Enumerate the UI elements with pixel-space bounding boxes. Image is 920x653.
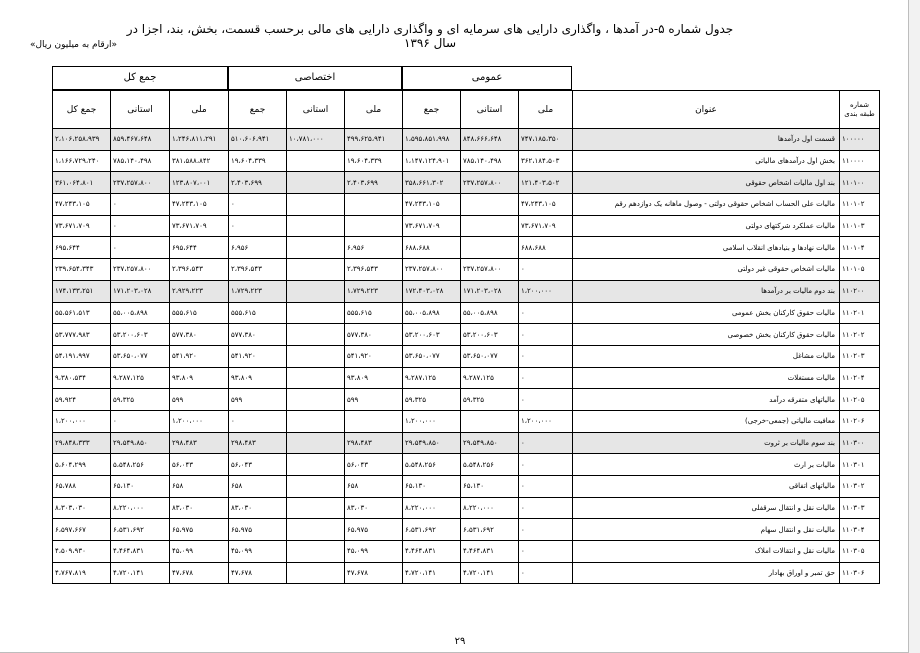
- cell-total-sum: ۶،۵۹۷،۶۶۷: [53, 519, 111, 541]
- cell-title: مالیات حقوق کارکنان بخش خصوصی: [573, 324, 840, 346]
- group-special: اختصاصی: [228, 66, 402, 90]
- cell-title: حق تمبر و اوراق بهادار: [573, 562, 840, 584]
- cell-general-national: ۴۷،۲۴۳،۱۰۵: [519, 194, 573, 216]
- cell-special-provincial: [287, 302, 345, 324]
- cell-special-sum: ۵۶،۰۴۳: [229, 454, 287, 476]
- cell-special-national: ۶،۹۵۶: [345, 237, 403, 259]
- cell-general-national: ۰: [519, 367, 573, 389]
- cell-general-national: ۰: [519, 345, 573, 367]
- cell-title: مالیات مشاغل: [573, 345, 840, 367]
- cell-code: ۱۱۰۳۰۵: [840, 541, 880, 563]
- table-row: [53, 367, 880, 389]
- cell-total-provincial: ۸۵۹،۴۶۷،۶۴۸: [111, 129, 170, 151]
- cell-code: ۱۱۰۲۰۰: [840, 280, 880, 302]
- cell-general-national: ۱۲۱،۴۰۳،۵۰۲: [519, 172, 573, 194]
- header-total-sum: جمع کل: [53, 91, 111, 129]
- page-number: ۲۹: [454, 636, 466, 647]
- cell-special-national: ۹۳،۸۰۹: [345, 367, 403, 389]
- cell-special-provincial: [287, 432, 345, 454]
- cell-special-national: ۲،۴۰۳،۶۹۹: [345, 172, 403, 194]
- cell-general-provincial: [461, 215, 519, 237]
- cell-general-sum: ۱،۲۰۰،۰۰۰: [403, 410, 461, 432]
- cell-special-provincial: [287, 324, 345, 346]
- cell-total-sum: ۵،۶۰۴،۲۹۹: [53, 454, 111, 476]
- cell-general-national: ۰: [519, 389, 573, 411]
- table-row: [53, 215, 880, 237]
- header-total-provincial: استانی: [111, 91, 170, 129]
- cell-code: ۱۱۰۱۰۳: [840, 215, 880, 237]
- header-general-provincial: استانی: [461, 91, 519, 129]
- cell-total-national: ۵۴۱،۹۲۰: [170, 345, 229, 367]
- table-row: [53, 172, 880, 194]
- cell-special-provincial: [287, 150, 345, 172]
- cell-special-national: ۴۷،۶۷۸: [345, 562, 403, 584]
- cell-general-provincial: ۵۹،۳۲۵: [461, 389, 519, 411]
- cell-total-provincial: ۵۳،۶۵۰،۰۷۷: [111, 345, 170, 367]
- cell-special-sum: ۹۳،۸۰۹: [229, 367, 287, 389]
- cell-special-provincial: [287, 410, 345, 432]
- cell-title: مالیات مستغلات: [573, 367, 840, 389]
- cell-special-provincial: [287, 280, 345, 302]
- cell-code: ۱۱۰۲۰۴: [840, 367, 880, 389]
- cell-total-sum: ۵۳،۷۷۷،۹۸۳: [53, 324, 111, 346]
- cell-total-national: ۱۲۳،۸۰۷،۰۰۱: [170, 172, 229, 194]
- cell-general-provincial: ۴،۴۶۴،۸۳۱: [461, 541, 519, 563]
- cell-general-sum: ۵۳،۶۵۰،۰۷۷: [403, 345, 461, 367]
- cell-title: مالیات علی الحساب اشخاص حقوقی دولتی - وصول ماهانه یک دوازدهم رقم: [573, 194, 840, 216]
- cell-total-national: ۴۷،۶۷۸: [170, 562, 229, 584]
- cell-title: مالیات نقل و انتقال سهام: [573, 519, 840, 541]
- cell-general-provincial: ۵۵،۰۰۵،۸۹۸: [461, 302, 519, 324]
- cell-general-sum: ۹،۲۸۷،۱۲۵: [403, 367, 461, 389]
- column-group-headers: [52, 66, 572, 90]
- cell-special-sum: ۵۱۰،۶۰۶،۹۴۱: [229, 129, 287, 151]
- cell-code: ۱۱۰۲۰۲: [840, 324, 880, 346]
- cell-title: مالیات بر ارث: [573, 454, 840, 476]
- cell-general-national: ۰: [519, 476, 573, 498]
- cell-general-sum: ۵۳،۲۰۰،۶۰۳: [403, 324, 461, 346]
- cell-total-provincial: ۴،۴۶۴،۸۳۱: [111, 541, 170, 563]
- cell-general-sum: ۵،۵۴۸،۲۵۶: [403, 454, 461, 476]
- cell-total-sum: ۶۹۵،۶۴۴: [53, 237, 111, 259]
- cell-special-sum: ۸۳،۰۳۰: [229, 497, 287, 519]
- cell-special-national: ۸۳،۰۳۰: [345, 497, 403, 519]
- cell-special-sum: ۰: [229, 410, 287, 432]
- cell-general-provincial: [461, 194, 519, 216]
- cell-total-sum: ۱،۲۰۰،۰۰۰: [53, 410, 111, 432]
- cell-code: ۱۱۰۲۰۱: [840, 302, 880, 324]
- group-total: جمع کل: [52, 66, 228, 90]
- cell-general-provincial: ۶،۵۳۱،۶۹۲: [461, 519, 519, 541]
- cell-code: ۱۱۰۱۰۰: [840, 172, 880, 194]
- cell-special-sum: ۲۹۸،۴۸۳: [229, 432, 287, 454]
- cell-total-sum: ۱۷۴،۱۳۳،۲۵۱: [53, 280, 111, 302]
- cell-code: ۱۱۰۳۰۳: [840, 497, 880, 519]
- cell-special-sum: ۱،۷۲۹،۲۲۳: [229, 280, 287, 302]
- cell-total-sum: ۲۹،۸۴۸،۳۳۳: [53, 432, 111, 454]
- cell-total-provincial: ۰: [111, 194, 170, 216]
- cell-total-provincial: ۰: [111, 237, 170, 259]
- header-title: عنوان: [573, 91, 840, 129]
- table-row: [53, 541, 880, 563]
- cell-special-sum: ۵۵۵،۶۱۵: [229, 302, 287, 324]
- cell-special-sum: ۴۷،۶۷۸: [229, 562, 287, 584]
- cell-general-national: ۰: [519, 324, 573, 346]
- cell-general-provincial: [461, 237, 519, 259]
- cell-total-national: ۷۳،۶۷۱،۷۰۹: [170, 215, 229, 237]
- cell-special-provincial: [287, 259, 345, 281]
- cell-general-provincial: ۸،۲۲۰،۰۰۰: [461, 497, 519, 519]
- cell-special-national: ۶۵۸: [345, 476, 403, 498]
- table-row: [53, 194, 880, 216]
- cell-title: مالیات عملکرد شرکتهای دولتی: [573, 215, 840, 237]
- cell-title: مالیات اشخاص حقوقی غیر دولتی: [573, 259, 840, 281]
- cell-special-provincial: [287, 215, 345, 237]
- cell-general-sum: ۴،۷۲۰،۱۴۱: [403, 562, 461, 584]
- cell-general-national: ۰: [519, 302, 573, 324]
- cell-general-national: ۰: [519, 454, 573, 476]
- cell-general-national: ۶۸۸،۶۸۸: [519, 237, 573, 259]
- cell-general-provincial: ۲۳۷،۲۵۷،۸۰۰: [461, 259, 519, 281]
- cell-total-sum: ۷۳،۶۷۱،۷۰۹: [53, 215, 111, 237]
- cell-code: ۱۱۰۱۰۴: [840, 237, 880, 259]
- cell-special-national: ۴۹۹،۶۲۵،۹۴۱: [345, 129, 403, 151]
- cell-special-provincial: [287, 389, 345, 411]
- cell-general-sum: ۴،۴۶۴،۸۳۱: [403, 541, 461, 563]
- table-row: [53, 410, 880, 432]
- cell-total-provincial: ۶،۵۳۱،۶۹۲: [111, 519, 170, 541]
- cell-special-national: ۱۹،۶۰۴،۳۳۹: [345, 150, 403, 172]
- revenue-table: [52, 90, 880, 584]
- cell-special-provincial: [287, 497, 345, 519]
- cell-total-national: ۵۹۹: [170, 389, 229, 411]
- cell-general-provincial: [461, 410, 519, 432]
- cell-total-provincial: ۰: [111, 410, 170, 432]
- cell-special-sum: ۱۹،۶۰۴،۳۳۹: [229, 150, 287, 172]
- cell-title: مالیات نهادها و بنیادهای انقلاب اسلامی: [573, 237, 840, 259]
- cell-general-sum: ۵۹،۳۲۵: [403, 389, 461, 411]
- cell-general-sum: ۶،۵۳۱،۶۹۲: [403, 519, 461, 541]
- cell-code: ۱۱۰۲۰۶: [840, 410, 880, 432]
- cell-total-national: ۲،۹۲۹،۲۲۳: [170, 280, 229, 302]
- cell-total-national: ۵۷۷،۳۸۰: [170, 324, 229, 346]
- cell-total-sum: ۹،۳۸۰،۵۳۴: [53, 367, 111, 389]
- cell-general-sum: ۷۳،۶۷۱،۷۰۹: [403, 215, 461, 237]
- cell-special-national: ۲۹۸،۴۸۳: [345, 432, 403, 454]
- cell-special-sum: ۶۵۸: [229, 476, 287, 498]
- cell-general-national: ۷۴۷،۱۸۵،۳۵۰: [519, 129, 573, 151]
- cell-total-provincial: ۷۸۵،۱۴۰،۴۹۸: [111, 150, 170, 172]
- cell-general-provincial: ۶۵،۱۳۰: [461, 476, 519, 498]
- cell-total-provincial: ۵۹،۳۲۵: [111, 389, 170, 411]
- cell-total-provincial: ۴،۷۲۰،۱۴۱: [111, 562, 170, 584]
- cell-total-national: ۴۵،۰۹۹: [170, 541, 229, 563]
- table-row: [53, 497, 880, 519]
- cell-total-sum: ۳۶۱،۰۶۴،۸۰۱: [53, 172, 111, 194]
- cell-general-sum: ۲۹،۵۴۹،۸۵۰: [403, 432, 461, 454]
- cell-special-provincial: [287, 562, 345, 584]
- cell-total-national: ۱،۲۴۶،۸۱۱،۲۹۱: [170, 129, 229, 151]
- cell-special-national: ۲،۳۹۶،۵۴۳: [345, 259, 403, 281]
- cell-code: ۱۱۰۱۰۲: [840, 194, 880, 216]
- cell-general-provincial: ۷۸۵،۱۴۰،۴۹۸: [461, 150, 519, 172]
- cell-total-provincial: ۲۳۷،۲۵۷،۸۰۰: [111, 259, 170, 281]
- cell-general-provincial: ۵۳،۶۵۰،۰۷۷: [461, 345, 519, 367]
- header-special-provincial: استانی: [287, 91, 345, 129]
- cell-special-national: ۵۶،۰۴۳: [345, 454, 403, 476]
- cell-special-sum: ۴۵،۰۹۹: [229, 541, 287, 563]
- cell-general-national: ۱،۲۰۰،۰۰۰: [519, 280, 573, 302]
- cell-total-provincial: ۲۹،۵۴۹،۸۵۰: [111, 432, 170, 454]
- cell-total-sum: ۶۵،۷۸۸: [53, 476, 111, 498]
- document-title: جدول شماره ۵-در آمدها ، واگذاری دارایی های سرمایه ای و واگذاری دارایی های مالی برحسب قسمت، بخش، بند، اجزا در سال ۱۳۹۶: [126, 22, 734, 50]
- cell-title: بند سوم مالیات بر ثروت: [573, 432, 840, 454]
- cell-special-sum: ۵۴۱،۹۲۰: [229, 345, 287, 367]
- cell-special-sum: ۲،۴۰۳،۶۹۹: [229, 172, 287, 194]
- cell-total-sum: ۱،۱۶۶،۷۲۹،۲۴۰: [53, 150, 111, 172]
- cell-general-sum: ۱،۵۹۵،۸۵۱،۹۹۸: [403, 129, 461, 151]
- cell-total-provincial: ۱۷۱،۲۰۳،۰۲۸: [111, 280, 170, 302]
- cell-special-national: [345, 410, 403, 432]
- cell-special-sum: ۵۹۹: [229, 389, 287, 411]
- cell-title: مالیاتهای متفرقه درآمد: [573, 389, 840, 411]
- cell-general-provincial: ۴،۷۲۰،۱۴۱: [461, 562, 519, 584]
- table-row: [53, 432, 880, 454]
- cell-total-national: ۸۳،۰۳۰: [170, 497, 229, 519]
- cell-special-national: [345, 215, 403, 237]
- cell-total-provincial: ۶۵،۱۳۰: [111, 476, 170, 498]
- cell-general-provincial: ۸۴۸،۶۶۶،۶۴۸: [461, 129, 519, 151]
- cell-special-sum: ۵۷۷،۳۸۰: [229, 324, 287, 346]
- cell-title: مالیات نقل و انتقالات املاک: [573, 541, 840, 563]
- cell-special-national: ۱،۷۲۹،۲۲۳: [345, 280, 403, 302]
- cell-total-sum: ۵۴،۱۹۱،۹۹۷: [53, 345, 111, 367]
- cell-code: ۱۱۰۰۰۰: [840, 150, 880, 172]
- cell-total-national: ۲،۳۹۶،۵۴۳: [170, 259, 229, 281]
- table-row: [53, 324, 880, 346]
- cell-general-sum: ۸،۲۲۰،۰۰۰: [403, 497, 461, 519]
- cell-special-provincial: [287, 541, 345, 563]
- cell-special-provincial: [287, 519, 345, 541]
- header-classification-code: شماره طبقه بندی: [840, 91, 880, 129]
- cell-general-sum: ۵۵،۰۰۵،۸۹۸: [403, 302, 461, 324]
- cell-special-provincial: [287, 476, 345, 498]
- cell-total-provincial: ۹،۲۸۷،۱۲۵: [111, 367, 170, 389]
- table-row: [53, 302, 880, 324]
- table-row: [53, 259, 880, 281]
- cell-code: ۱۱۰۱۰۵: [840, 259, 880, 281]
- cell-total-national: ۲۹۸،۴۸۳: [170, 432, 229, 454]
- cell-total-sum: ۴،۵۰۹،۹۳۰: [53, 541, 111, 563]
- group-general: عمومی: [402, 66, 572, 90]
- cell-total-national: ۶۹۵،۶۴۴: [170, 237, 229, 259]
- table-row: [53, 519, 880, 541]
- cell-total-sum: ۵۹،۹۲۴: [53, 389, 111, 411]
- cell-special-national: ۵۴۱،۹۲۰: [345, 345, 403, 367]
- table-row: [53, 454, 880, 476]
- cell-code: ۱۱۰۳۰۴: [840, 519, 880, 541]
- cell-general-provincial: ۵،۵۴۸،۲۵۶: [461, 454, 519, 476]
- header-total-national: ملی: [170, 91, 229, 129]
- cell-code: ۱۱۰۳۰۱: [840, 454, 880, 476]
- cell-general-national: ۰: [519, 497, 573, 519]
- cell-code: ۱۰۰۰۰۰: [840, 129, 880, 151]
- cell-code: ۱۱۰۲۰۳: [840, 345, 880, 367]
- cell-code: ۱۱۰۲۰۵: [840, 389, 880, 411]
- cell-general-national: ۰: [519, 519, 573, 541]
- cell-special-national: [345, 194, 403, 216]
- cell-general-provincial: ۱۷۱،۲۰۳،۰۲۸: [461, 280, 519, 302]
- table-row: [53, 476, 880, 498]
- cell-general-provincial: ۹،۲۸۷،۱۲۵: [461, 367, 519, 389]
- cell-general-national: ۰: [519, 259, 573, 281]
- cell-special-provincial: [287, 172, 345, 194]
- table-row: [53, 150, 880, 172]
- cell-general-provincial: ۲۹،۵۴۹،۸۵۰: [461, 432, 519, 454]
- cell-total-sum: ۲۳۹،۶۵۴،۳۴۳: [53, 259, 111, 281]
- cell-total-sum: ۸،۳۰۳،۰۳۰: [53, 497, 111, 519]
- cell-total-provincial: ۰: [111, 215, 170, 237]
- cell-general-sum: ۱۷۲،۴۰۳،۰۲۸: [403, 280, 461, 302]
- cell-general-sum: ۶۵،۱۳۰: [403, 476, 461, 498]
- cell-general-sum: ۶۸۸،۶۸۸: [403, 237, 461, 259]
- cell-special-national: ۵۹۹: [345, 389, 403, 411]
- cell-general-national: ۰: [519, 562, 573, 584]
- table-row: [53, 129, 880, 151]
- cell-title: بخش اول درآمدهای مالیاتی: [573, 150, 840, 172]
- header-special-national: ملی: [345, 91, 403, 129]
- cell-total-provincial: ۵۳،۲۰۰،۶۰۳: [111, 324, 170, 346]
- cell-total-national: ۳۸۱،۵۸۸،۸۴۲: [170, 150, 229, 172]
- cell-general-national: ۰: [519, 541, 573, 563]
- cell-total-provincial: ۵۵،۰۰۵،۸۹۸: [111, 302, 170, 324]
- cell-special-sum: ۶،۹۵۶: [229, 237, 287, 259]
- cell-title: مالیات نقل و انتقال سرقفلی: [573, 497, 840, 519]
- cell-general-provincial: ۲۳۷،۲۵۷،۸۰۰: [461, 172, 519, 194]
- table-row: [53, 345, 880, 367]
- cell-code: ۱۱۰۳۰۶: [840, 562, 880, 584]
- cell-title: بند اول مالیات اشخاص حقوقی: [573, 172, 840, 194]
- cell-general-sum: ۲۳۷،۲۵۷،۸۰۰: [403, 259, 461, 281]
- cell-total-provincial: ۵،۵۴۸،۲۵۶: [111, 454, 170, 476]
- cell-general-national: ۰: [519, 432, 573, 454]
- cell-special-sum: ۰: [229, 215, 287, 237]
- cell-general-national: ۱،۲۰۰،۰۰۰: [519, 410, 573, 432]
- cell-general-sum: ۴۷،۲۴۳،۱۰۵: [403, 194, 461, 216]
- cell-special-provincial: [287, 367, 345, 389]
- cell-special-national: ۵۵۵،۶۱۵: [345, 302, 403, 324]
- table-row: [53, 237, 880, 259]
- cell-total-sum: ۲،۱۰۶،۲۵۸،۹۳۹: [53, 129, 111, 151]
- table-row: [53, 280, 880, 302]
- table-row: [53, 389, 880, 411]
- cell-total-sum: ۵۵،۵۶۱،۵۱۳: [53, 302, 111, 324]
- cell-total-national: ۶۵،۹۷۵: [170, 519, 229, 541]
- cell-special-provincial: ۱۰،۷۸۱،۰۰۰: [287, 129, 345, 151]
- cell-special-national: ۵۷۷،۳۸۰: [345, 324, 403, 346]
- cell-total-national: ۵۶،۰۴۳: [170, 454, 229, 476]
- cell-general-sum: ۱،۱۴۷،۱۲۴،۹۰۱: [403, 150, 461, 172]
- header-general-sum: جمع: [403, 91, 461, 129]
- cell-special-national: ۶۵،۹۷۵: [345, 519, 403, 541]
- cell-special-provincial: [287, 454, 345, 476]
- cell-special-provincial: [287, 345, 345, 367]
- header-special-sum: جمع: [229, 91, 287, 129]
- header-general-national: ملی: [519, 91, 573, 129]
- cell-special-sum: ۶۵،۹۷۵: [229, 519, 287, 541]
- cell-general-sum: ۳۵۸،۶۶۱،۳۰۲: [403, 172, 461, 194]
- table-row: [53, 562, 880, 584]
- cell-total-national: ۹۳،۸۰۹: [170, 367, 229, 389]
- cell-total-national: ۵۵۵،۶۱۵: [170, 302, 229, 324]
- table-body: [53, 129, 880, 584]
- cell-title: مالیات حقوق کارکنان بخش عمومی: [573, 302, 840, 324]
- cell-total-national: ۴۷،۲۴۳،۱۰۵: [170, 194, 229, 216]
- cell-special-provincial: [287, 194, 345, 216]
- cell-title: بند دوم مالیات بر درآمدها: [573, 280, 840, 302]
- cell-title: مالیاتهای اتفاقی: [573, 476, 840, 498]
- unit-note: «ارقام به میلیون ریال»: [30, 40, 118, 50]
- cell-total-national: ۱،۲۰۰،۰۰۰: [170, 410, 229, 432]
- cell-title: قسمت اول درآمدها: [573, 129, 840, 151]
- cell-total-sum: ۴،۷۶۷،۸۱۹: [53, 562, 111, 584]
- cell-general-provincial: ۵۳،۲۰۰،۶۰۳: [461, 324, 519, 346]
- cell-general-national: ۷۳،۶۷۱،۷۰۹: [519, 215, 573, 237]
- cell-title: معافیت مالیاتی (جمعی-خرجی): [573, 410, 840, 432]
- table-header-row: [53, 91, 880, 129]
- cell-code: ۱۱۰۳۰۲: [840, 476, 880, 498]
- cell-total-sum: ۴۷،۲۴۳،۱۰۵: [53, 194, 111, 216]
- cell-special-sum: ۲،۳۹۶،۵۴۳: [229, 259, 287, 281]
- cell-special-national: ۴۵،۰۹۹: [345, 541, 403, 563]
- cell-total-provincial: ۸،۲۲۰،۰۰۰: [111, 497, 170, 519]
- cell-general-national: ۳۶۲،۱۸۴،۵۰۳: [519, 150, 573, 172]
- cell-total-national: ۶۵۸: [170, 476, 229, 498]
- cell-special-provincial: [287, 237, 345, 259]
- cell-total-provincial: ۲۳۷،۲۵۷،۸۰۰: [111, 172, 170, 194]
- cell-special-sum: ۰: [229, 194, 287, 216]
- cell-code: ۱۱۰۳۰۰: [840, 432, 880, 454]
